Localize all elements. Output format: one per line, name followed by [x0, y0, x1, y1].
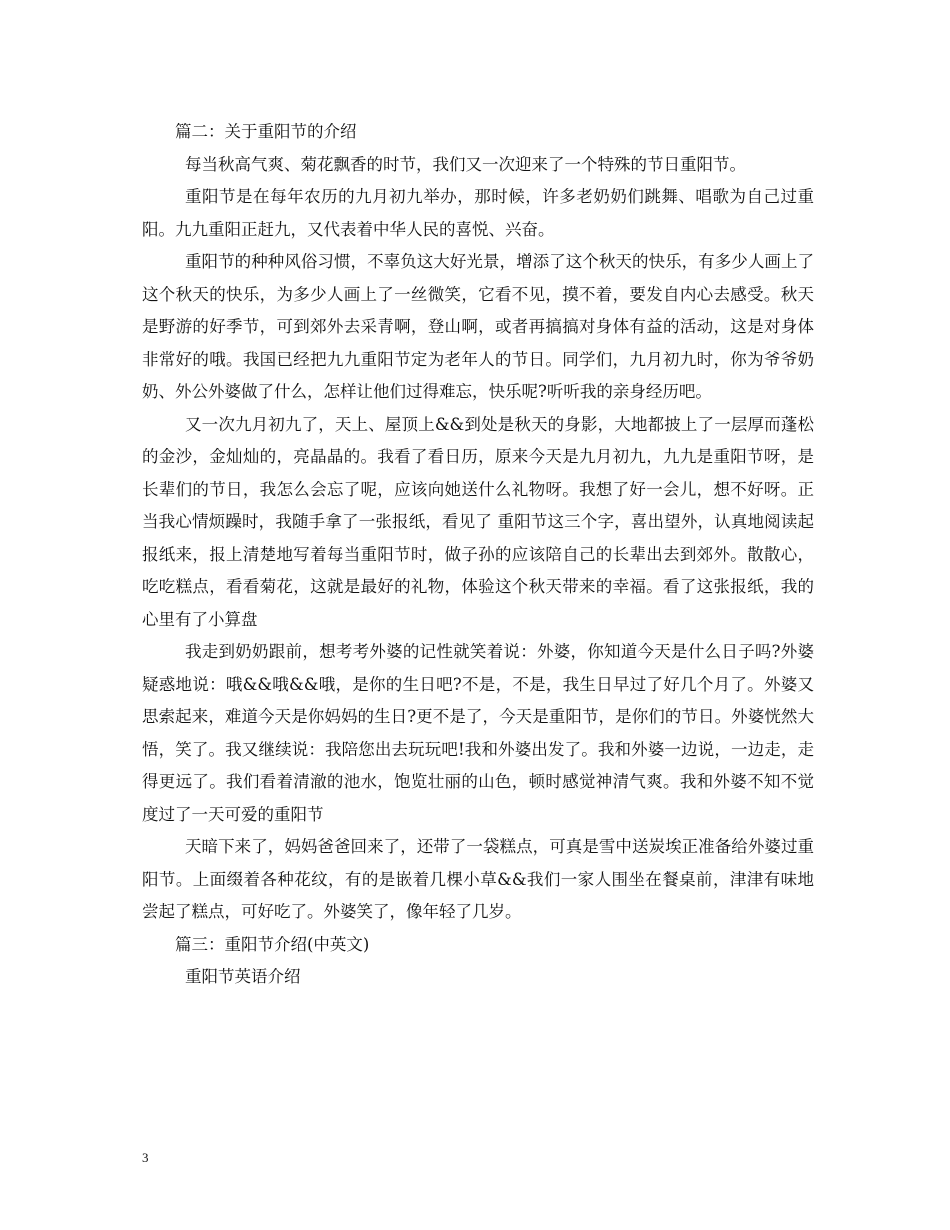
paragraph-1: 每当秋高气爽、菊花飘香的时节，我们又一次迎来了一个特殊的节日重阳节。: [185, 154, 746, 174]
document-body: [142, 116, 814, 994]
section-heading-2: 篇二：关于重阳节的介绍: [175, 122, 357, 141]
section-heading-3: 篇三：重阳节介绍(中英文): [175, 934, 370, 954]
paragraph-4: 又一次九月初九了，天上、屋顶上&&到处是秋天的身影，大地都披上了一层厚而蓬松的金沙，金灿灿的，亮晶晶的。我看了看日历，原来今天是九月初九，九九是重阳节呀，是长辈们的节日，我怎么会忘了呢，应该向她送什么礼物呀。我想了好一会儿，想不好呀。正当我心情烦躁时，我随手拿了一张报纸，看见了 重阳节这三个字，喜出望外，认真地阅读起报纸来，报上清楚地写着每当重阳节时，做子孙的应该陪自己的长辈出去到郊外。散散心，吃吃糕点，看看菊花，这就是最好的礼物，体验这个秋天带来的幸福。看了这张报纸，我的心里有了小算盘: [142, 414, 814, 629]
page-number: 3: [142, 1150, 149, 1165]
paragraph-3: 重阳节的种种风俗习惯，不辜负这大好光景，增添了这个秋天的快乐，有多少人画上了这个秋天的快乐，为多少人画上了一丝微笑，它看不见，摸不着，要发自内心去感受。秋天是野游的好季节，可到郊外去采青啊，登山啊，或者再搞搞对身体有益的活动，这是对身体非常好的哦。我国已经把九九重阳节定为老年人的节日。同学们，九月初九时，你为爷爷奶奶、外公外婆做了什么，怎样让他们过得难忘，快乐呢?听听我的亲身经历吧。: [142, 252, 814, 401]
paragraph-2: 重阳节是在每年农历的九月初九举办，那时候，许多老奶奶们跳舞、唱歌为自己过重阳。九九重阳正赶九，又代表着中华人民的喜悦、兴奋。: [142, 187, 814, 239]
paragraph-6: 天暗下来了，妈妈爸爸回来了，还带了一袋糕点，可真是雪中送炭埃正准备给外婆过重阳节。上面缀着各种花纹，有的是嵌着几棵小草&&我们一家人围坐在餐桌前，津津有味地尝起了糕点，可好吃了。外婆笑了，像年轻了几岁。: [142, 837, 814, 921]
paragraph-5: 我走到奶奶跟前，想考考外婆的记性就笑着说：外婆，你知道今天是什么日子吗?外婆疑惑地说：哦&&哦&&哦，是你的生日吧?不是，不是，我生日早过了好几个月了。外婆又思索起来，难道今天是你妈妈的生日?更不是了，今天是重阳节，是你们的节日。外婆恍然大悟，笑了。我又继续说：我陪您出去玩玩吧!我和外婆出发了。我和外婆一边说，一边走，走得更远了。我们看着清澈的池水，饱览壮丽的山色，顿时感觉神清气爽。我和外婆不知不觉度过了一天可爱的重阳节: [142, 642, 814, 824]
subheading-english-intro: 重阳节英语介绍: [185, 967, 301, 986]
